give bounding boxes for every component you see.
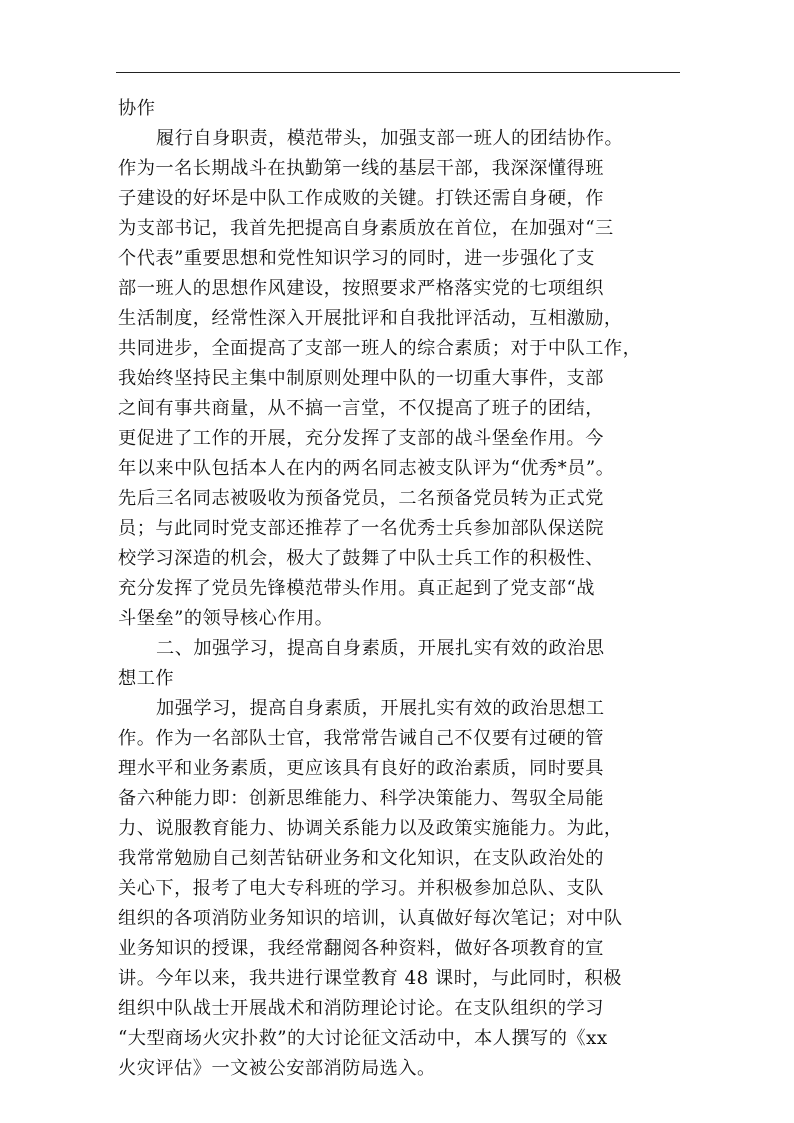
text-line: “大型商场火灾扑救”的大讨论征文活动中，本人撰写的《xx (118, 1028, 608, 1049)
text-line: 我始终坚持民主集中制原则处理中队的一切重大事件，支部 (118, 368, 604, 389)
text-line: 想工作 (118, 668, 175, 689)
text-line: 加强学习，提高自身素质，开展扎实有效的政治思想工 (156, 698, 605, 719)
text-line: 员；与此同时党支部还推荐了一名优秀士兵参加部队保送院 (118, 518, 604, 539)
text-line: 协作 (118, 98, 156, 119)
text-line: 组织中队战士开展战术和消防理论讨论。在支队组织的学习 (118, 998, 604, 1019)
text-line: 先后三名同志被吸收为预备党员，二名预备党员转为正式党 (118, 488, 604, 509)
header-rule (116, 72, 680, 73)
text-line: 作。作为一名部队士官，我常常告诫自己不仅要有过硬的管 (118, 728, 604, 749)
text-line: 作为一名长期战斗在执勤第一线的基层干部，我深深懂得班 (118, 158, 604, 179)
text-line: 生活制度，经常性深入开展批评和自我批评活动，互相激励， (118, 308, 623, 329)
text-line: 业务知识的授课，我经常翻阅各种资料，做好各项教育的宣 (118, 938, 604, 959)
text-line: 充分发挥了党员先锋模范带头作用。真正起到了党支部“战 (118, 578, 595, 599)
text-line: 理水平和业务素质，更应该具有良好的政治素质，同时要具 (118, 758, 604, 779)
text-line: 关心下，报考了电大专科班的学习。并积极参加总队、支队 (118, 878, 604, 899)
text-line: 组织的各项消防业务知识的培训，认真做好每次笔记；对中队 (118, 908, 623, 929)
text-line: 校学习深造的机会，极大了鼓舞了中队士兵工作的积极性、 (118, 548, 604, 569)
text-line: 更促进了工作的开展，充分发挥了支部的战斗堡垒作用。今 (118, 428, 604, 449)
text-line: 备六种能力即：创新思维能力、科学决策能力、驾驭全局能 (118, 788, 604, 809)
document-body (118, 94, 688, 1084)
text-line: 部一班人的思想作风建设，按照要求严格落实党的七项组织 (118, 278, 604, 299)
text-line: 斗堡垒”的领导核心作用。 (118, 608, 334, 629)
text-line: 火灾评估》一文被公安部消防局选入。 (118, 1058, 436, 1079)
text-line: 履行自身职责，模范带头，加强支部一班人的团结协作。 (156, 128, 624, 149)
text-line: 年以来中队包括本人在内的两名同志被支队评为“优秀*员”。 (118, 458, 615, 479)
text-line: 二、加强学习，提高自身素质，开展扎实有效的政治思 (156, 638, 605, 659)
text-line: 之间有事共商量，从不搞一言堂，不仅提高了班子的团结， (118, 398, 604, 419)
text-line: 为支部书记，我首先把提高自身素质放在首位，在加强对“三 (118, 218, 614, 239)
text-line: 子建设的好坏是中队工作成败的关键。打铁还需自身硬，作 (118, 188, 604, 209)
text-line: 力、说服教育能力、协调关系能力以及政策实施能力。为此， (118, 818, 623, 839)
text-line: 共同进步，全面提高了支部一班人的综合素质；对于中队工作， (118, 338, 642, 359)
text-line: 个代表”重要思想和党性知识学习的同时，进一步强化了支 (118, 248, 595, 269)
text-line: 我常常勉励自己刻苦钻研业务和文化知识，在支队政治处的 (118, 848, 604, 869)
text-line: 讲。今年以来，我共进行课堂教育 48 课时，与此同时，积极 (118, 968, 622, 989)
